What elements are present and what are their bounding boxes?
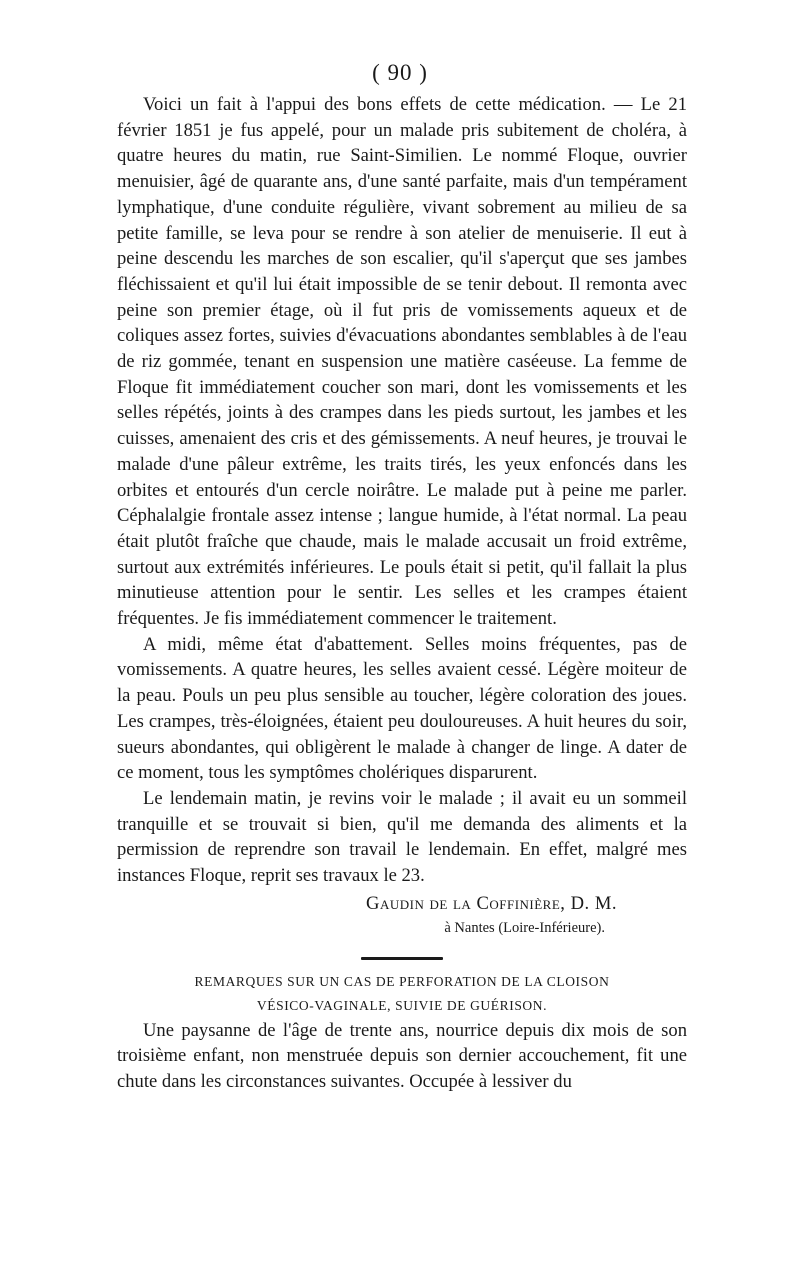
page-number: ( 90 ) bbox=[372, 60, 428, 85]
paragraph-midday: A midi, même état d'abattement. Selles moins fréquentes, pas de vomissements. A quatre heures, les selles avaient cessé. Légère moiteur de la peau. Pouls un peu plus sensible au toucher, légère coloration des joues. Les crampes, très-éloignées, étaient peu douloureuses. A huit heures du soir, sueurs abondantes, qui obligèrent le malade à changer de linge. A dater de ce moment, tous les symptômes cholériques disparurent. bbox=[117, 633, 687, 784]
section-paragraph: Une paysanne de l'âge de trente ans, nourrice depuis dix mois de son troisième enfant, non menstruée depuis son dernier accouchement, fit une chute dans les circonstances suivantes. Occupée à lessiver du bbox=[117, 1019, 687, 1092]
author-signature: Gaudin de la Coffinière, D. M. bbox=[366, 892, 617, 914]
section-divider bbox=[361, 957, 443, 960]
paragraph-next-day: Le lendemain matin, je revins voir le malade ; il avait eu un sommeil tranquille et se trouvait si bien, qu'il me demanda des aliments et la permission de reprendre son travail le lendemain. En effet, malgré mes instances Floque, reprit ses travaux le 23. bbox=[117, 787, 687, 887]
paragraph-case-report: Voici un fait à l'appui des bons effets de cette médication. — Le 21 février 1851 je fus appelé, pour un malade pris subitement de choléra, à quatre heures du matin, rue Saint-Similien. Le nommé Floque, ouvrier menuisier, âgé de quarante ans, d'une santé parfaite, mais d'un tempérament lymphatique, d'une conduite régulière, vivant sobrement au milieu de sa petite famille, se leva pour se rendre à son atelier de menuiserie. Il eut à peine descendu les marches de son escalier, qu'il s'aperçut que ses jambes fléchissaient et qu'il lui était impossible de se tenir debout. Il remonta avec peine son premier étage, où il fut pris de vomissements aqueux et de coliques assez fortes, suivies d'évacuations abondantes semblables à de l'eau de riz gommée, tenant en suspension une matière caséeuse. La femme de Floque fit immédiatement coucher son mari, dont les vomissements et les selles répétés, joints à des crampes dans les pieds surtout, les jambes et les cuisses, amenaient des cris et des gémissements. A neuf heures, je trouvai le malade d'une pâleur extrême, les traits tirés, les yeux enfoncés dans les orbites et entourés d'un cercle noirâtre. Le malade put à peine me parler. Céphalalgie frontale assez intense ; langue humide, à l'état normal. La peau était plutôt fraîche que chaude, mais le malade accusait un froid extrême, surtout aux extrémités inférieures. Le pouls était si petit, qu'il fallait la plus minutieuse attention pour le sentir. Les selles et les crampes étaient fréquentes. Je fis immédiatement commencer le traitement. bbox=[117, 94, 687, 630]
page-body bbox=[117, 92, 687, 1095]
section-title-line-2: VÉSICO-VAGINALE, SUIVIE DE GUÉRISON. bbox=[256, 997, 548, 1013]
author-location: à Nantes (Loire-Inférieure). bbox=[444, 919, 605, 936]
section-title-line-1: REMARQUES SUR UN CAS DE PERFORATION DE LA CLOISON bbox=[194, 973, 610, 989]
